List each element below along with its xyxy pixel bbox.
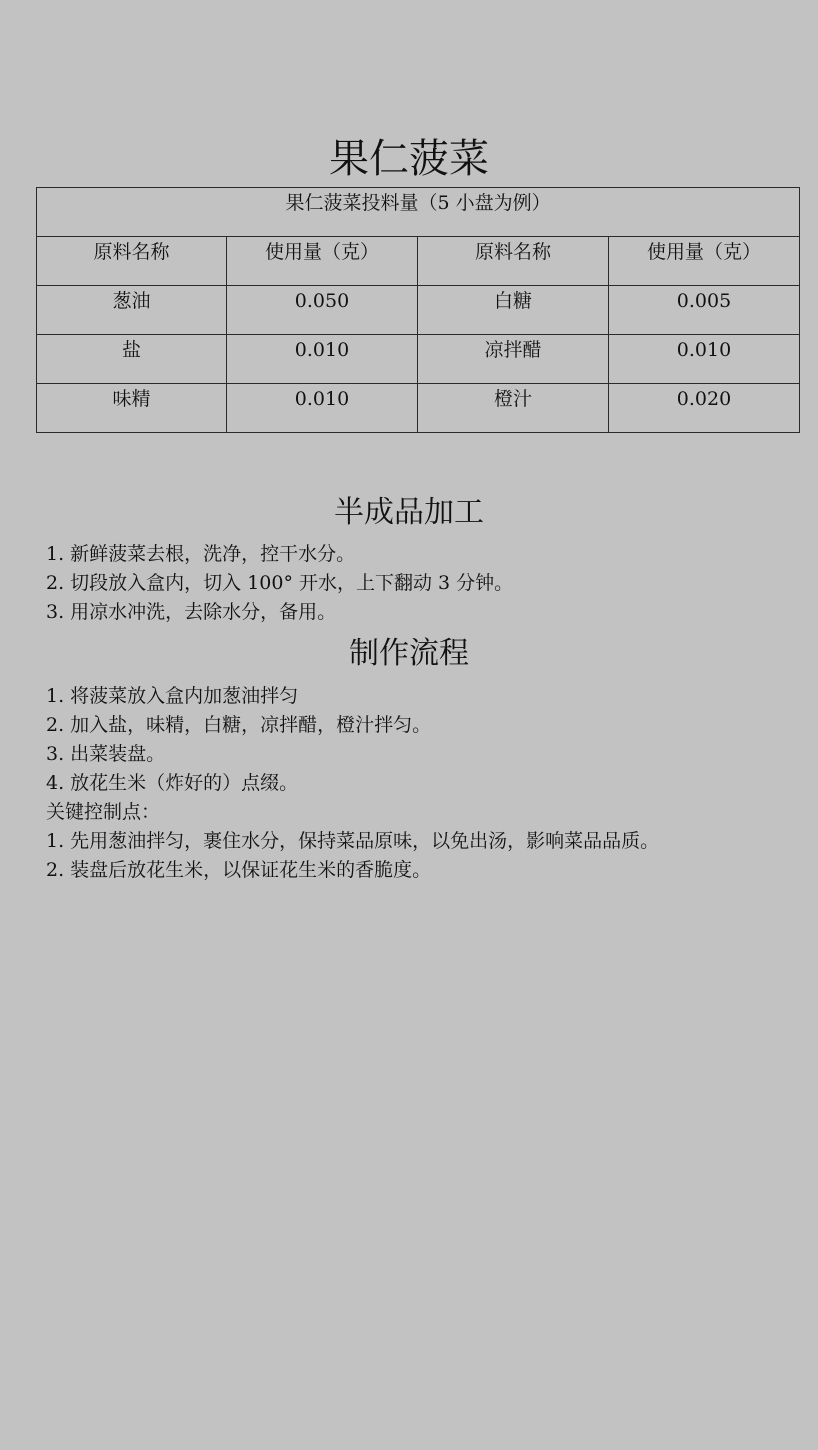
semi-finished-steps xyxy=(46,540,513,627)
list-item: 1. 先用葱油拌匀，裹住水分，保持菜品原味，以免出汤，影响菜品品质。 xyxy=(46,830,660,852)
list-item: 3. 用凉水冲洗，去除水分，备用。 xyxy=(46,601,337,623)
ingredient-name: 白糖 xyxy=(418,286,609,335)
ingredient-name: 盐 xyxy=(37,335,227,384)
list-item: 2. 切段放入盒内，切入 100° 开水，上下翻动 3 分钟。 xyxy=(46,572,514,594)
ingredient-amount: 0.020 xyxy=(609,384,800,433)
key-points-label: 关键控制点： xyxy=(46,801,161,823)
header-ingredient-name: 原料名称 xyxy=(418,237,609,286)
header-amount: 使用量（克） xyxy=(227,237,418,286)
list-item: 1. 新鲜菠菜去根，洗净，控干水分。 xyxy=(46,543,356,565)
table-row xyxy=(37,286,800,335)
ingredient-amount: 0.050 xyxy=(227,286,418,335)
ingredient-amount: 0.005 xyxy=(609,286,800,335)
ingredient-name: 橙汁 xyxy=(418,384,609,433)
list-item: 2. 装盘后放花生米，以保证花生米的香脆度。 xyxy=(46,859,432,881)
page-title: 果仁菠菜 xyxy=(329,136,489,182)
list-item: 1. 将菠菜放入盒内加葱油拌匀 xyxy=(46,685,299,707)
ingredient-amount: 0.010 xyxy=(609,335,800,384)
semi-finished-heading: 半成品加工 xyxy=(334,495,484,530)
header-ingredient-name: 原料名称 xyxy=(37,237,227,286)
list-item: 2. 加入盐，味精，白糖，凉拌醋，橙汁拌匀。 xyxy=(46,714,432,736)
list-item: 3. 出菜装盘。 xyxy=(46,743,166,765)
ingredient-amount: 0.010 xyxy=(227,384,418,433)
ingredient-amount: 0.010 xyxy=(227,335,418,384)
ingredient-name: 葱油 xyxy=(37,286,227,335)
table-caption-row xyxy=(37,188,800,237)
table-header-row xyxy=(37,237,800,286)
header-amount: 使用量（克） xyxy=(609,237,800,286)
ingredient-name: 味精 xyxy=(37,384,227,433)
ingredient-table xyxy=(36,187,800,433)
table-row xyxy=(37,335,800,384)
process-steps xyxy=(46,682,659,885)
table-caption: 果仁菠菜投料量（5 小盘为例） xyxy=(37,188,800,237)
process-heading: 制作流程 xyxy=(349,636,469,671)
ingredient-name: 凉拌醋 xyxy=(418,335,609,384)
list-item: 4. 放花生米（炸好的）点缀。 xyxy=(46,772,299,794)
table-row xyxy=(37,384,800,433)
